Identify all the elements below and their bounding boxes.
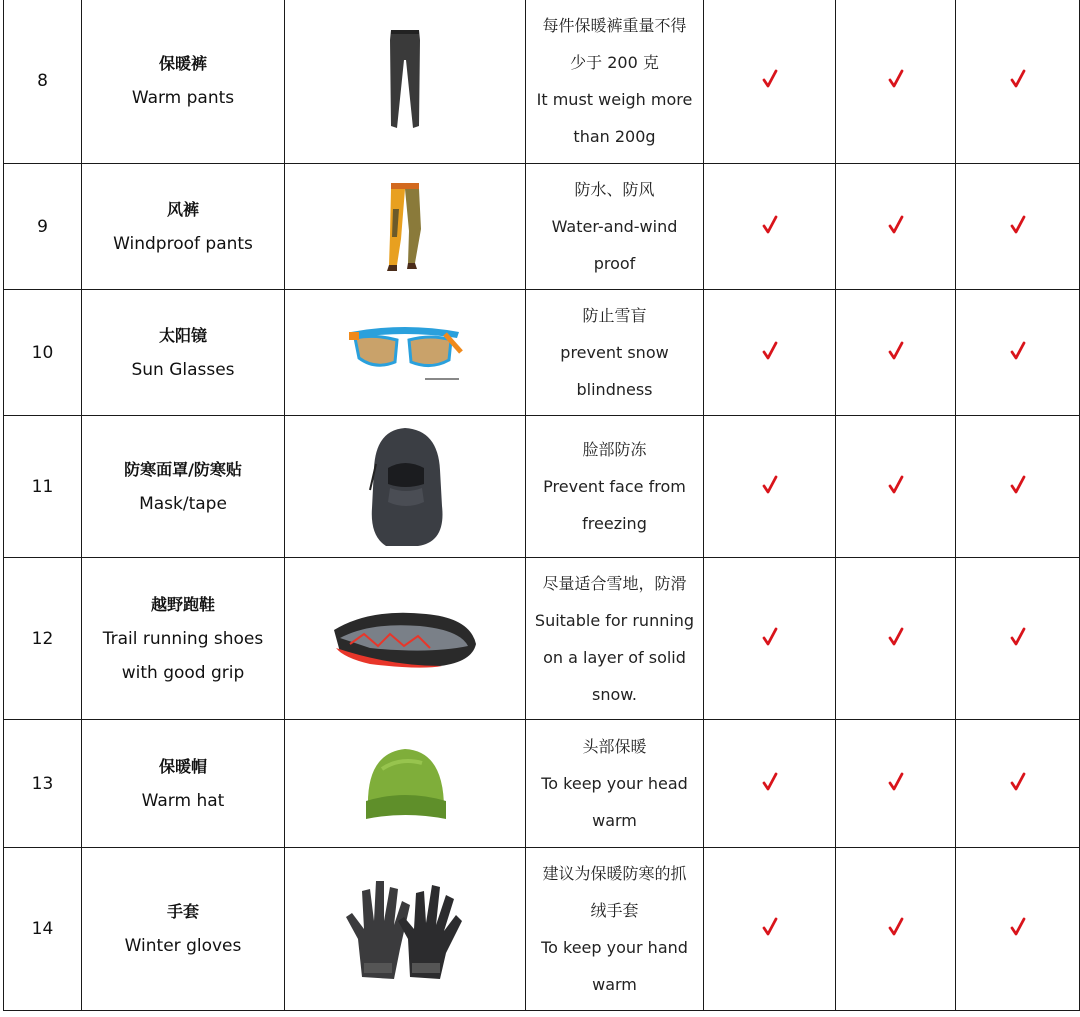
checkmark-icon — [762, 215, 778, 235]
item-name-en: Warm pants — [131, 88, 235, 108]
check-cell — [704, 558, 836, 720]
checkmark-icon — [762, 627, 778, 647]
item-note: 每件保暖裤重量不得 少于 200 克 It must weigh more than 200g — [526, 0, 704, 164]
checkmark-icon — [888, 69, 904, 89]
table-row — [4, 290, 1080, 416]
table-row — [4, 0, 1080, 164]
item-image-cell — [285, 558, 526, 720]
item-name-en: Trail running shoes — [102, 628, 264, 649]
item-name-en: Mask/tape — [139, 493, 227, 514]
item-image-cell — [285, 848, 526, 1011]
item-note: 头部保暖 To keep your head warm — [526, 720, 704, 848]
item-name-zh: 防寒面罩/防寒贴 — [124, 459, 242, 479]
checkmark-icon — [888, 341, 904, 361]
checkmark-icon — [888, 772, 904, 792]
item-note: 尽量适合雪地，防滑 Suitable for running on a layer of solid snow. — [526, 558, 704, 720]
item-name-en: Sun Glasses — [131, 359, 235, 380]
item-number: 10 — [4, 290, 82, 416]
checkmark-icon — [762, 772, 778, 792]
gear-table — [3, 0, 1080, 1011]
check-cell — [956, 558, 1080, 720]
table-row — [4, 558, 1080, 720]
warm-pants-icon — [375, 26, 435, 136]
item-name — [82, 848, 285, 1011]
check-cell — [836, 290, 956, 416]
item-number: 11 — [4, 416, 82, 558]
checkmark-icon — [762, 475, 778, 495]
check-cell — [836, 848, 956, 1011]
item-number: 8 — [4, 0, 82, 164]
item-name-zh: 保暖裤 — [158, 54, 207, 73]
item-image-cell — [285, 416, 526, 558]
item-name-zh: 风裤 — [166, 199, 199, 219]
item-name-zh: 保暖帽 — [158, 756, 207, 776]
item-name-zh: 越野跑鞋 — [150, 594, 215, 614]
item-name — [82, 720, 285, 848]
checkmark-icon — [1010, 215, 1026, 235]
item-name — [82, 164, 285, 290]
checkmark-icon — [1010, 627, 1026, 647]
check-cell — [836, 416, 956, 558]
item-number: 13 — [4, 720, 82, 848]
beanie-icon — [360, 739, 450, 829]
windproof-pants-icon — [375, 179, 435, 274]
checkmark-icon — [762, 341, 778, 361]
check-cell — [956, 416, 1080, 558]
item-note: 脸部防冻 Prevent face from freezing — [526, 416, 704, 558]
check-cell — [704, 290, 836, 416]
trail-shoe-icon — [330, 604, 480, 674]
checkmark-icon — [888, 917, 904, 937]
checkmark-icon — [762, 69, 778, 89]
table-row — [4, 416, 1080, 558]
item-name — [82, 290, 285, 416]
item-image-cell — [285, 164, 526, 290]
item-number: 9 — [4, 164, 82, 290]
gloves-icon — [340, 869, 470, 989]
check-cell — [704, 164, 836, 290]
checkmark-icon — [1010, 917, 1026, 937]
item-note: 建议为保暖防寒的抓 绒手套 To keep your hand warm — [526, 848, 704, 1011]
check-cell — [836, 720, 956, 848]
check-cell — [836, 558, 956, 720]
item-note: 防水、防风 Water-and-wind proof — [526, 164, 704, 290]
check-cell — [956, 848, 1080, 1011]
table-row — [4, 164, 1080, 290]
table-row — [4, 848, 1080, 1011]
item-image-cell — [285, 290, 526, 416]
item-image-cell — [285, 0, 526, 164]
item-name-en: Windproof pants — [113, 233, 253, 254]
checkmark-icon — [1010, 341, 1026, 361]
item-name-zh: 太阳镜 — [158, 325, 207, 345]
item-name — [82, 0, 285, 164]
checkmark-icon — [1010, 772, 1026, 792]
item-name — [82, 558, 285, 720]
checkmark-icon — [888, 627, 904, 647]
check-cell — [956, 164, 1080, 290]
item-name-en: Winter gloves — [124, 936, 242, 956]
checkmark-icon — [1010, 69, 1026, 89]
item-name-en: Warm hat — [141, 790, 225, 811]
check-cell — [836, 0, 956, 164]
item-number: 14 — [4, 848, 82, 1011]
sunglasses-icon — [345, 318, 465, 388]
checkmark-icon — [888, 475, 904, 495]
item-name-zh: 手套 — [166, 902, 199, 921]
check-cell — [704, 720, 836, 848]
item-number: 12 — [4, 558, 82, 720]
check-cell — [836, 164, 956, 290]
table-row — [4, 720, 1080, 848]
check-cell — [704, 0, 836, 164]
check-cell — [704, 848, 836, 1011]
item-name-en: with good grip — [121, 662, 245, 683]
balaclava-icon — [360, 424, 450, 549]
item-note: 防止雪盲 prevent snow blindness — [526, 290, 704, 416]
check-cell — [956, 720, 1080, 848]
check-cell — [956, 290, 1080, 416]
checkmark-icon — [888, 215, 904, 235]
item-name — [82, 416, 285, 558]
checkmark-icon — [1010, 475, 1026, 495]
check-cell — [956, 0, 1080, 164]
check-cell — [704, 416, 836, 558]
item-image-cell — [285, 720, 526, 848]
checkmark-icon — [762, 917, 778, 937]
